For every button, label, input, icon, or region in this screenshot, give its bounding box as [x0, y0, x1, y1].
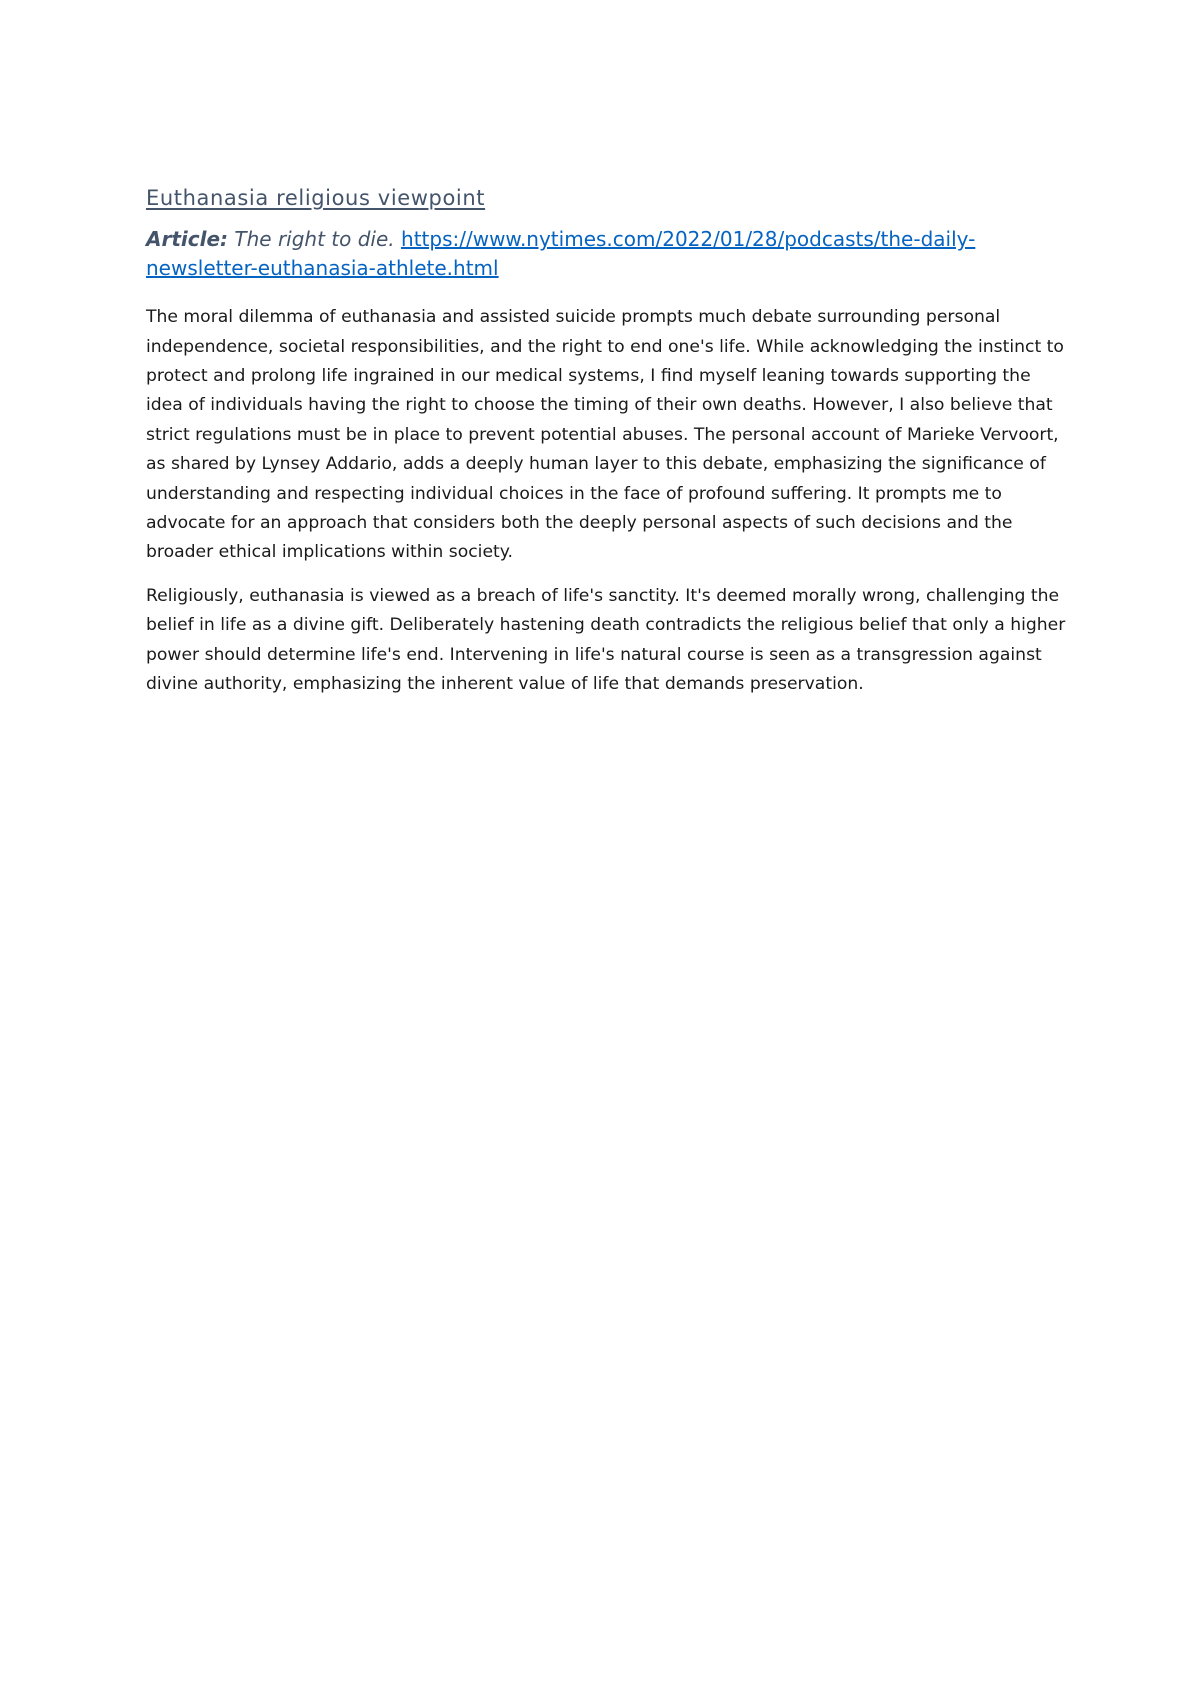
- article-subtitle: The right to die.: [234, 227, 395, 252]
- article-reference: [146, 225, 1066, 283]
- article-label: Article:: [146, 227, 229, 252]
- paragraph-personal-view: The moral dilemma of euthanasia and assisted suicide prompts much debate surrounding personal independence, societal responsibilities, and the right to end one's life. While acknowledging the instinct to protect and prolong life ingrained in our medical systems, I find myself leaning towards supporting the idea of individuals having the right to choose the timing of their own deaths. However, I also believe that strict regulations must be in place to prevent potential abuses. The personal account of Marieke Vervoort, as shared by Lynsey Addario, adds a deeply human layer to this debate, emphasizing the significance of understanding and respecting individual choices in the face of profound suffering. It prompts me to advocate for an approach that considers both the deeply personal aspects of such decisions and the broader ethical implications within society.: [146, 307, 1064, 563]
- document-title: Euthanasia religious viewpoint: [146, 186, 486, 210]
- paragraph-religious-view: Religiously, euthanasia is viewed as a breach of life's sanctity. It's deemed morally wrong, challenging the belief in life as a divine gift. Deliberately hastening death contradicts the religious belief that only a higher power should determine life's end. Intervening in life's natural course is seen as a transgression against divine authority, emphasizing the inherent value of life that demands preservation.: [146, 585, 1066, 695]
- document-body: [146, 186, 1066, 713]
- article-link[interactable]: https://www.nytimes.com/2022/01/28/podcasts/the-daily-newsletter-euthanasia-athlete.html: [146, 227, 976, 281]
